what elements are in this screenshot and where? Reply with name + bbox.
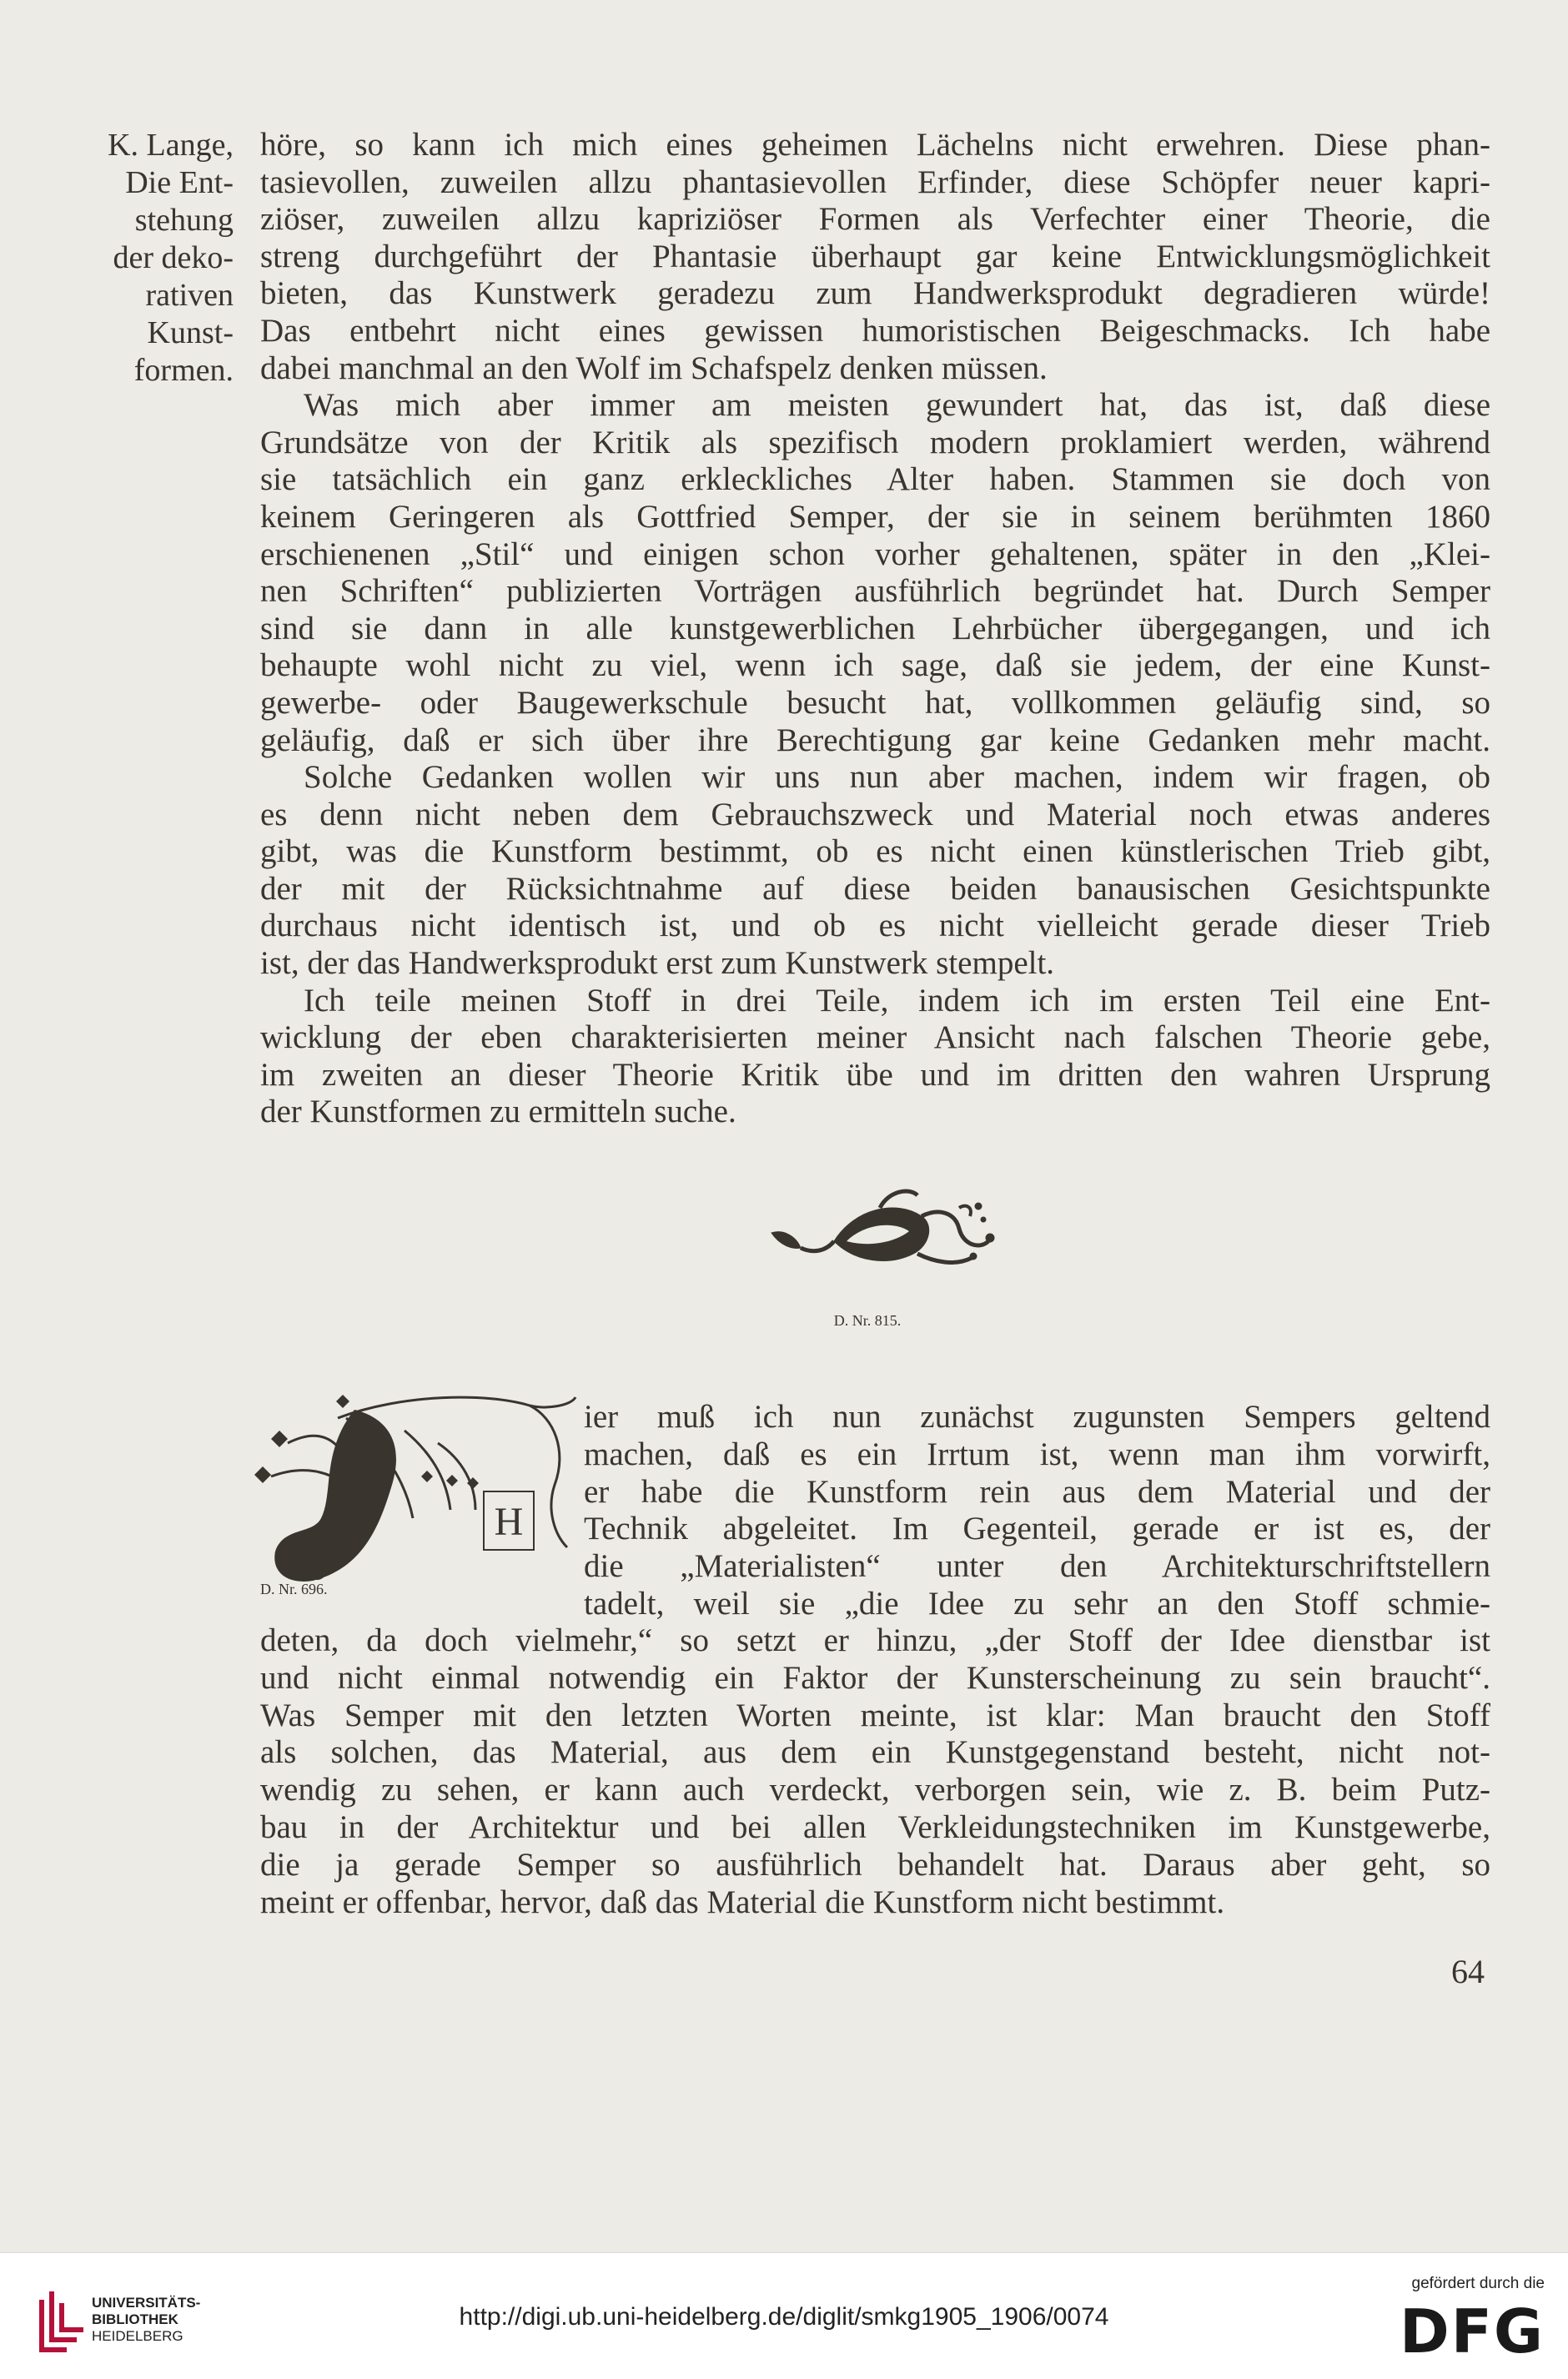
text-line: meint er offenbar, hervor, daß das Material die Kunstform nicht bestimmt.: [260, 1884, 1225, 1920]
vignette-ornament: [755, 1183, 1005, 1283]
paragraph-1: [260, 127, 1490, 387]
text-line: behaupte wohl nicht zu viel, wenn ich sage, daß sie jedem, der eine Kunst-: [260, 647, 1490, 684]
text-line: der Kunstformen zu ermitteln suche.: [260, 1094, 736, 1130]
margin-note-line: rativen: [145, 278, 234, 313]
text-line: ier muß ich nun zunächst zugunsten Sempers geltend: [584, 1399, 1490, 1435]
footer-bar: [0, 2252, 1568, 2379]
library-name-line: BIBLIOTHEK: [92, 2311, 178, 2327]
text-line: wicklung der eben charakterisierten meiner Ansicht nach falschen Theorie gebe,: [260, 1019, 1490, 1056]
library-name-line: UNIVERSITÄTS-: [92, 2295, 201, 2311]
margin-note: [67, 127, 234, 390]
text-line: höre, so kann ich mich eines geheimen Lächelns nicht erwehren. Diese phan-: [260, 127, 1490, 163]
body-text: [260, 127, 1490, 1131]
library-name-line: HEIDELBERG: [92, 2328, 183, 2344]
text-line: keinem Geringeren als Gottfried Semper, der sie in seinem berühmten 1860: [260, 498, 1490, 535]
text-line: ziöser, zuweilen allzu kapriziöser Formen als Verfechter einer Theorie, die: [260, 201, 1490, 238]
text-line: gewerbe- oder Baugewerkschule besucht hat, vollkommen geläufig sind, so: [260, 684, 1490, 721]
text-line: durchaus nicht identisch ist, und ob es nicht vielleicht gerade dieser Trieb: [260, 908, 1490, 944]
decorated-initial: [238, 1385, 580, 1593]
text-line: machen, daß es ein Irrtum ist, wenn man ihm vorwirft,: [584, 1436, 1490, 1472]
text-line: erschienenen „Stil“ und einigen schon vorher gehaltenen, später in den „Klei-: [260, 536, 1490, 572]
text-line: Solche Gedanken wollen wir uns nun aber machen, indem wir fragen, ob: [304, 759, 1490, 796]
text-line: Ich teile meinen Stoff in drei Teile, indem ich im ersten Teil eine Ent-: [304, 982, 1490, 1018]
text-line: streng durchgeführt der Phantasie überhaupt gar keine Entwicklungsmöglichkeit: [260, 238, 1490, 274]
text-line: deten, da doch vielmehr,“ so setzt er hinzu, „der Stoff der Idee dienstbar ist: [260, 1622, 1490, 1658]
ornament-caption: D. Nr. 815.: [833, 1312, 902, 1329]
text-line: tasievollen, zuweilen allzu phantasievollen Erfinder, diese Schöpfer neuer kapri-: [260, 163, 1490, 200]
text-line: sind sie dann in alle kunstgewerblichen Lehrbücher übergegangen, und ich: [260, 610, 1490, 646]
text-line: bau in der Architektur und bei allen Verkleidungstechniken im Kunstgewerbe,: [260, 1808, 1490, 1845]
paragraph-2: [260, 387, 1490, 759]
text-line: er habe die Kunstform rein aus dem Material und der: [584, 1473, 1490, 1510]
initial-letter: H: [494, 1500, 524, 1544]
text-line: geläufig, daß er sich über ihre Berechtigung gar keine Gedanken mehr macht.: [260, 722, 1490, 758]
margin-note-line: stehung: [134, 203, 234, 238]
funded-by-label: gefördert durch die: [1411, 2275, 1545, 2292]
margin-note-line: Die Ent-: [125, 165, 234, 200]
source-url-link[interactable]: http://digi.ub.uni-heidelberg.de/diglit/smkg1905_1906/0074: [459, 2303, 1109, 2331]
paragraph-3: [260, 759, 1490, 983]
text-line: nen Schriften“ publizierten Vorträgen ausführlich begründet hat. Durch Semper: [260, 573, 1490, 610]
paragraph-4: [260, 983, 1490, 1131]
text-line: der mit der Rücksichtnahme auf diese beiden banausischen Gesichtspunkte: [260, 870, 1490, 907]
text-line: Technik abgeleitet. Im Gegenteil, gerade er ist es, der: [584, 1511, 1490, 1547]
text-line: Grundsätze von der Kritik als spezifisch modern proklamiert werden, während: [260, 424, 1490, 460]
text-line: sie tatsächlich ein ganz erkleckliches Alter haben. Stammen sie doch von: [260, 461, 1490, 498]
page-number: 64: [1451, 1953, 1485, 1990]
margin-note-line: K. Lange,: [108, 128, 234, 163]
section-2-beside-initial: [584, 1399, 1490, 1623]
text-line: dabei manchmal an den Wolf im Schafspelz denken müssen.: [260, 350, 1048, 386]
dfg-logo: DFG: [1399, 2296, 1545, 2366]
text-line: es denn nicht neben dem Gebrauchszweck und Material noch etwas anderes: [260, 796, 1490, 832]
text-line: gibt, was die Kunstform bestimmt, ob es nicht einen künstlerischen Trieb gibt,: [260, 833, 1490, 870]
text-line: die ja gerade Semper so ausführlich behandelt hat. Daraus aber geht, so: [260, 1846, 1490, 1883]
initial-caption: D. Nr. 696.: [260, 1581, 328, 1597]
text-line: Was Semper mit den letzten Worten meinte, ist klar: Man braucht den Stoff: [260, 1697, 1490, 1733]
margin-note-line: Kunst-: [147, 315, 234, 350]
text-line: die „Materialisten“ unter den Architekturschriftstellern: [584, 1548, 1490, 1585]
margin-note-line: formen.: [133, 353, 234, 388]
text-line: im zweiten an dieser Theorie Kritik übe und im dritten den wahren Ursprung: [260, 1056, 1490, 1093]
text-line: ist, der das Handwerksprodukt erst zum Kunstwerk stempelt.: [260, 945, 1055, 982]
text-line: als solchen, das Material, aus dem ein Kunstgegenstand besteht, nicht not-: [260, 1734, 1490, 1771]
text-line: Was mich aber immer am meisten gewundert hat, das ist, daß diese: [304, 387, 1490, 424]
margin-note-line: der deko-: [113, 240, 234, 275]
text-line: tadelt, weil sie „die Idee zu sehr an den Stoff schmie-: [584, 1585, 1490, 1622]
text-line: wendig zu sehen, er kann auch verdeckt, verborgen sein, wie z. B. beim Putz-: [260, 1772, 1490, 1808]
text-line: Das entbehrt nicht eines gewissen humoristischen Beigeschmacks. Ich habe: [260, 312, 1490, 349]
text-line: bieten, das Kunstwerk geradezu zum Handwerksprodukt degradieren würde!: [260, 275, 1490, 312]
section-2-full-width: [260, 1622, 1490, 1921]
text-line: und nicht einmal notwendig ein Faktor der Kunsterscheinung zu sein braucht“.: [260, 1659, 1490, 1696]
